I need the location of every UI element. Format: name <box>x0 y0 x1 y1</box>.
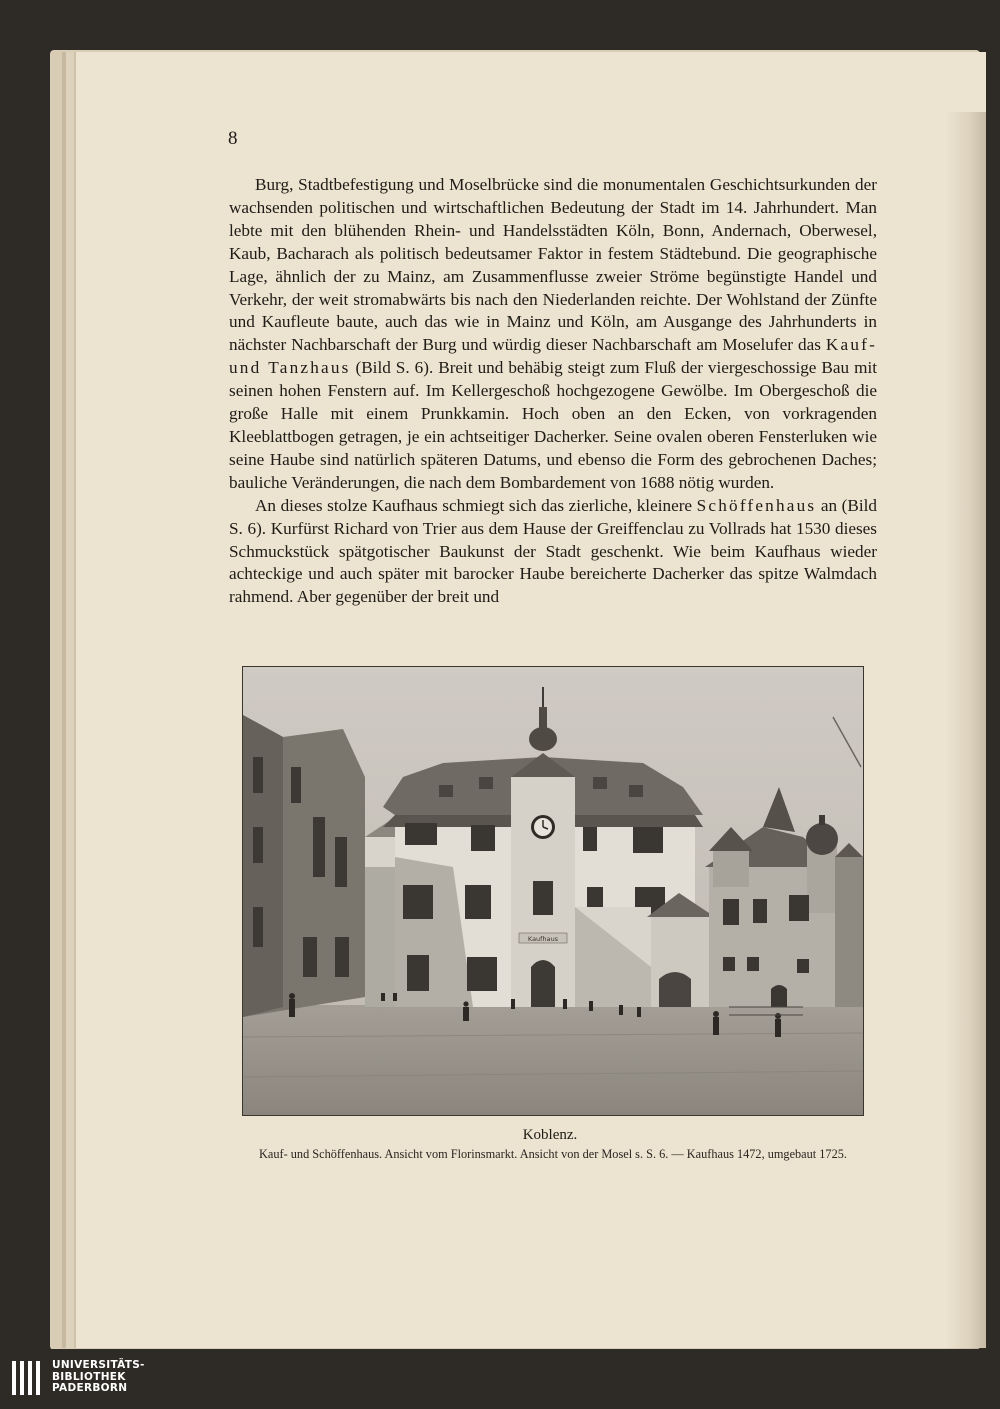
paragraph-1 <box>229 174 877 495</box>
kaufhaus-sign: Kaufhaus <box>527 935 559 943</box>
library-name-line-3: PADERBORN <box>52 1382 128 1394</box>
schoeffenhaus-term: Schöffenhaus <box>696 495 817 515</box>
paragraph-1-text-b: (Bild S. 6). Breit und behäbig steigt zum Fluß der viergeschossige Bau mit seinen hohen Fenstern auf. Im Kellergeschoß hochgezogene Gewölbe. Im Obergeschoß die große Halle mit einem Prunkkamin. Hoch oben an den Ecken, von vorkragenden Kleeblattbogen getragen, je ein achtseitiger Dacherker. Seine ovalen oberen Fensterluken wie seine Haube sind natürlich späteren Datums, und ebenso die Form des gebrochenen Daches; bauliche Veränderungen, die nach dem Bombardement von 1688 nötig wurden. <box>229 358 877 492</box>
paragraph-2 <box>229 495 877 610</box>
library-name <box>52 1360 145 1395</box>
figure-caption: Kauf- und Schöffenhaus. Ansicht vom Florinsmarkt. Ansicht von der Mosel s. S. 6. — Kaufhaus 1472, umgebaut 1725. <box>259 1147 847 1161</box>
figure-title: Koblenz. <box>522 1127 578 1143</box>
koblenz-square-illustration <box>243 667 863 1115</box>
paragraph-2-text-b: an (Bild S. 6). Kurfürst Richard von Trier aus dem Hause der Greiffenclau zu Vollrads hat 1530 dieses Schmuckstück spätgotischer Baukunst der Stadt geschenkt. Wie beim Kaufhaus wieder achteckige und auch später mit barocker Haube bereicherte Dacherker das spitze Walmdach rahmend. Aber gegenüber der breit und <box>229 495 877 607</box>
koblenz-photograph <box>242 666 864 1116</box>
page-number: 8 <box>228 128 238 149</box>
body-text <box>229 174 877 609</box>
page-curl-shadow <box>946 112 986 1352</box>
kaufhaus-term: Kauf- und Tanzhaus <box>229 335 877 378</box>
library-name-line-1: UNIVERSITÄTS- <box>52 1359 145 1371</box>
library-logo-icon <box>12 1361 46 1395</box>
paragraph-1-text-a: Burg, Stadtbefestigung und Moselbrücke sind die monumentalen Geschichtsurkunden der wachsenden politischen und wirtschaftlichen Bedeutung der Stadt im 14. Jahrhundert. Man lebte mit den blühenden Rhein- und Handelsstädten Köln, Bonn, Andernach, Oberwesel, Kaub, Bacharach als politisch bedeutsamer Faktor in festem Städtebund. Die geographische Lage, ähnlich der zu Mainz, am Zusammenflusse zweier Ströme begünstigte Handel und Verkehr, der weit stromabwärts bis nach den Niederlanden reichte. Der Wohlstand der Zünfte und Kaufleute baute, auch das wie in Mainz und Köln, am Ausgange des Jahrhunderts in nächster Nachbarschaft der Burg und würdig dieser Nachbarschaft am Moselufer das <box>229 175 877 355</box>
library-name-line-2: BIBLIOTHEK <box>52 1370 126 1383</box>
library-footer <box>0 1349 1000 1409</box>
paragraph-2-text-a: An dieses stolze Kaufhaus schmiegt sich das zierliche, kleinere <box>255 495 697 515</box>
